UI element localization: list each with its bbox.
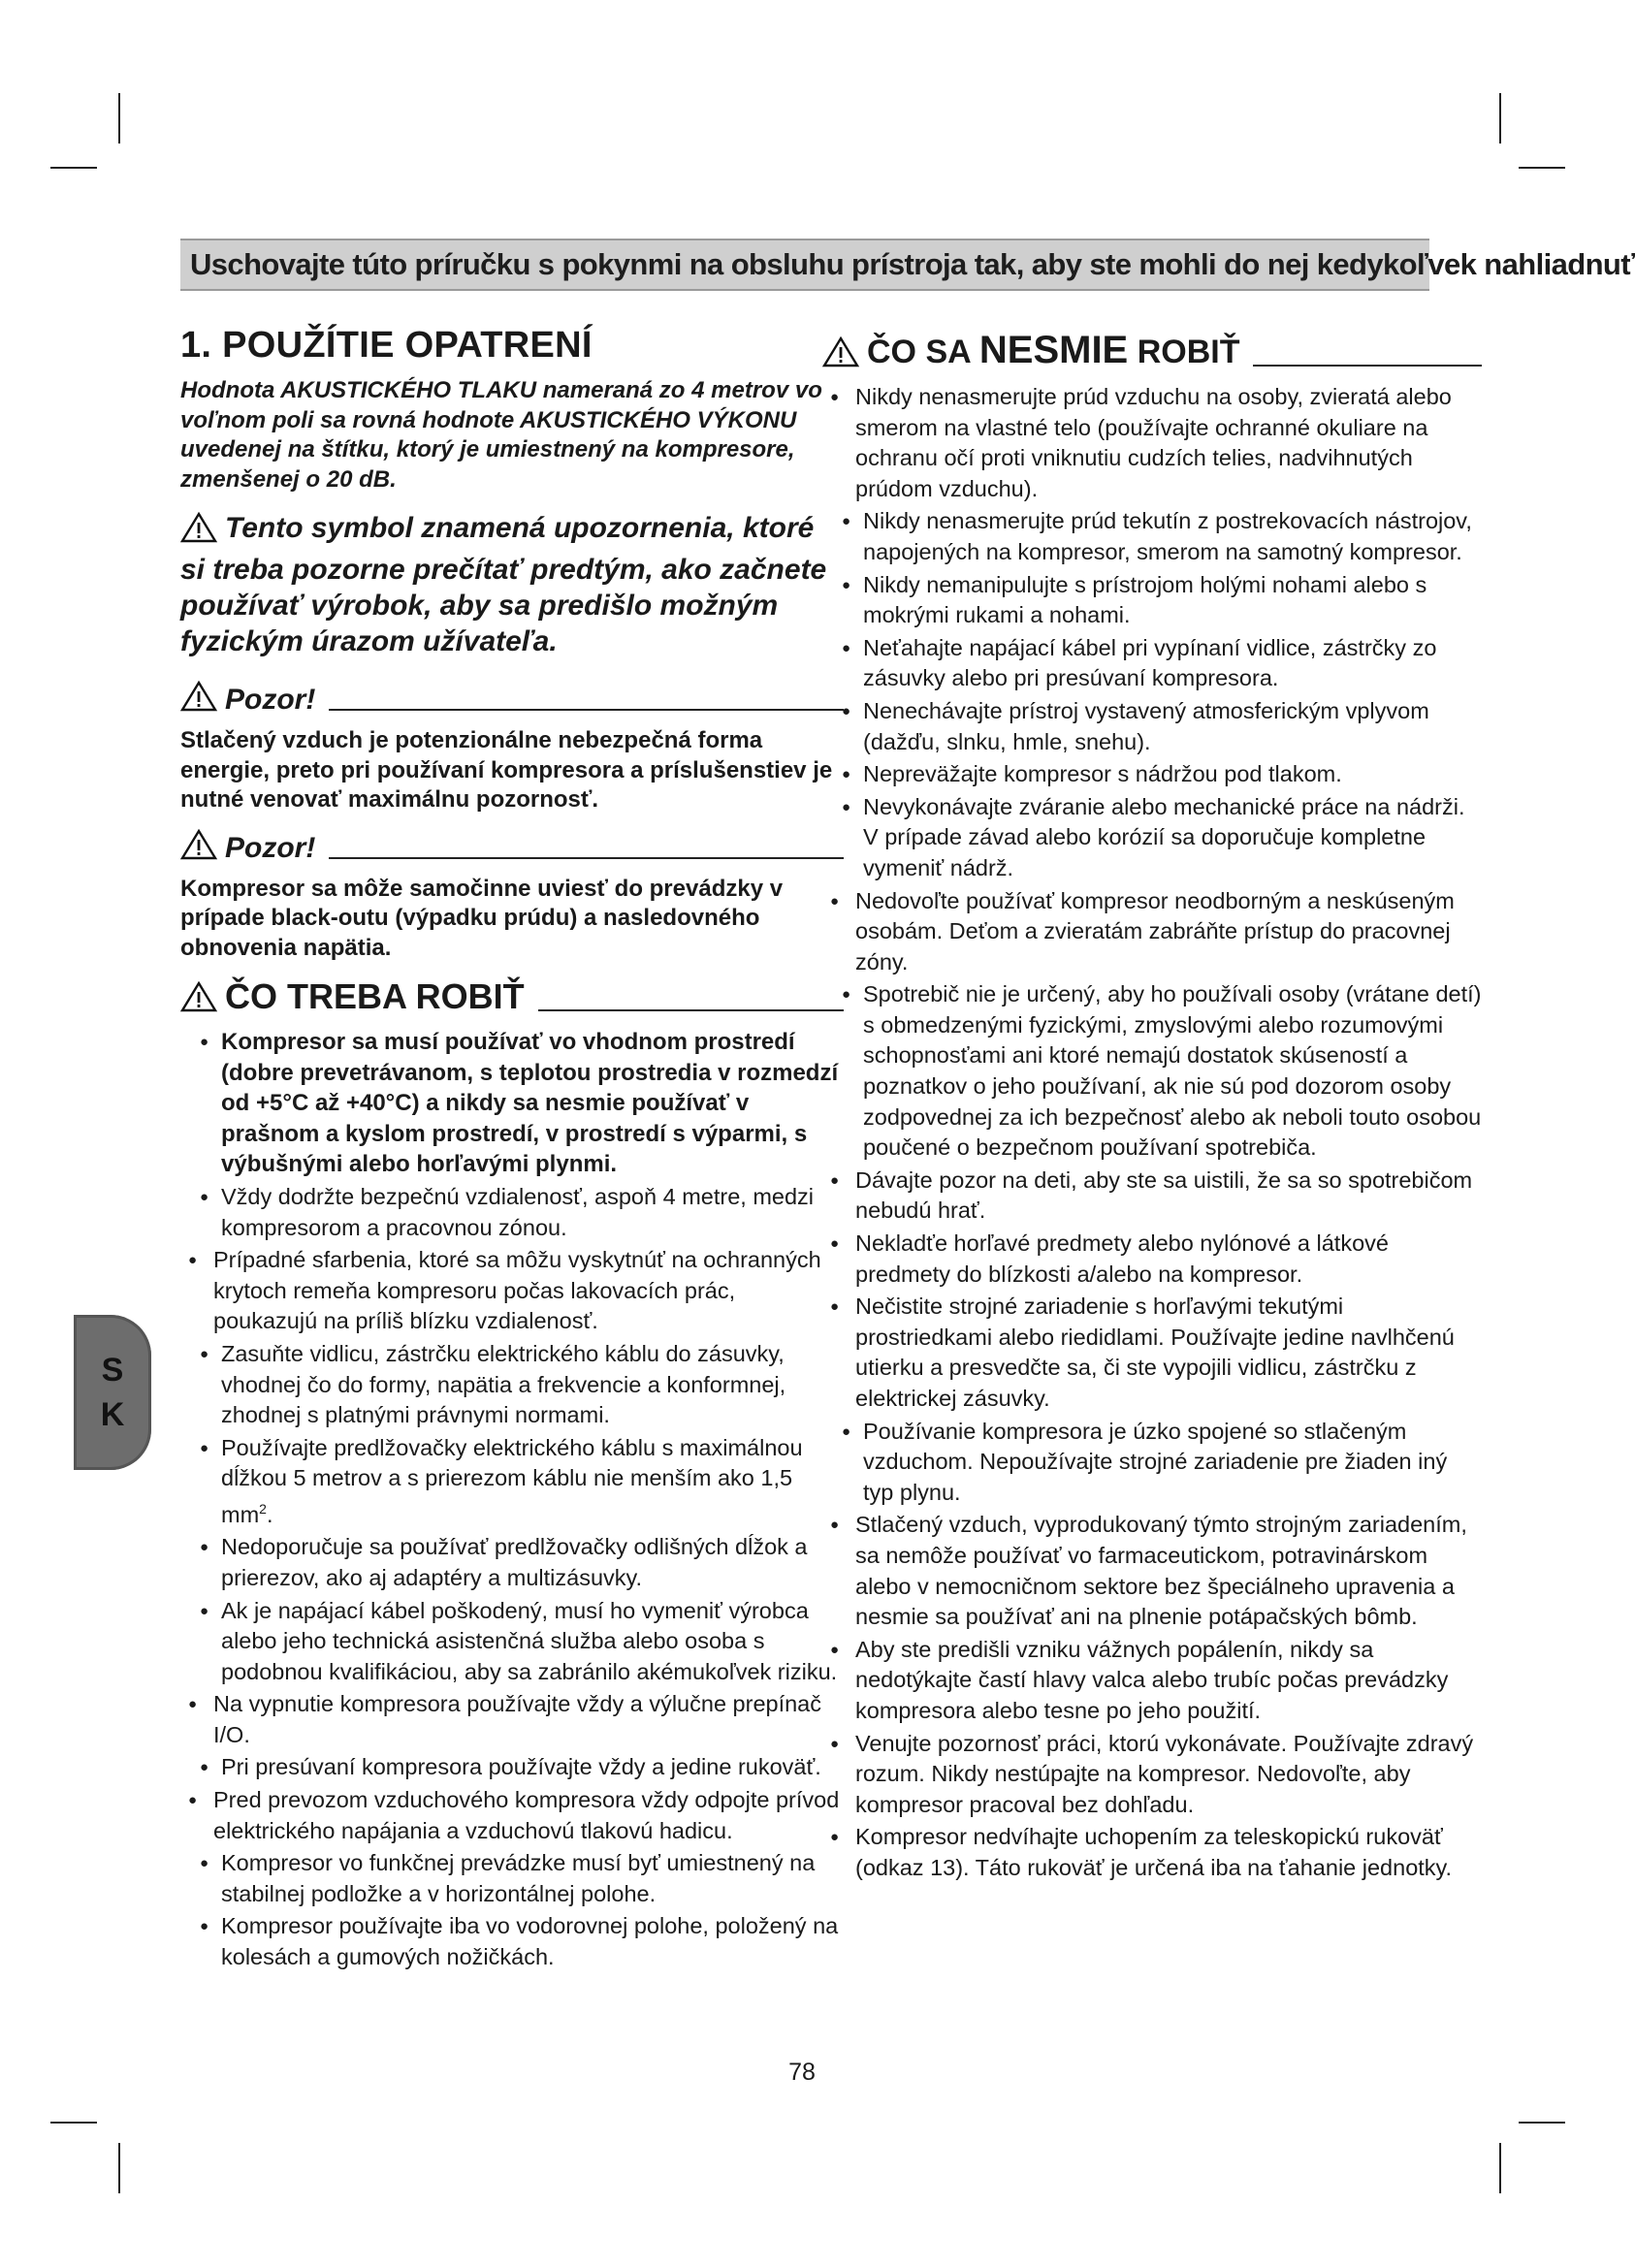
crop-mark [1519, 2122, 1565, 2124]
header-rule [329, 709, 844, 711]
list-item: ● Venujte pozornosť práci, ktorú vykonávate. Používajte zdravý rozum. Nikdy nestúpajte na kompresor. Nedovoľte, aby kompresor pracoval bez dohľadu. [822, 1729, 1482, 1821]
list-item: ● Aby ste predišli vzniku vážnych popálenín, nikdy sa nedotýkajte častí hlavy valca alebo trubíc počas prevádzky kompresora alebo tesne po jeho použití. [822, 1635, 1482, 1727]
list-item: ● Nečistite strojné zariadenie s horľavými tekutými prostriedkami alebo riedidlami. Používajte jedine navlhčenú utierku a presvedčte sa, či ste vypojili vidlicu, zástrčku z elektrickej zásuvky. [822, 1292, 1482, 1414]
dont-title [867, 329, 1239, 372]
warning-triangle-icon [822, 336, 859, 372]
symbol-note [180, 510, 844, 659]
list-item: ● Nikdy nemanipulujte s prístrojom holými nohami alebo s mokrými rukami a nohami. [822, 570, 1482, 631]
list-item: ● Zasuňte vidlicu, zástrčku elektrického káblu do zásuvky, vhodnej čo do formy, napätia a frekvencie a konformnej, zhodnej s platnými právnymi normami. [180, 1339, 844, 1431]
warning-triangle-icon [180, 512, 217, 552]
list-item: ● Nedoporučuje sa používať predlžovačky odlišných dĺžok a prierezov, ako aj adaptéry a multizásuvky. [180, 1532, 844, 1593]
list-item: ● Stlačený vzduch, vyprodukovaný týmto strojným zariadením, sa nemôže používať vo farmaceutickom, potravinárskom alebo v nemocničnom sektore bez špeciálneho upravenia a nesmie sa používať ani na plnenie potápačských bômb. [822, 1510, 1482, 1632]
caution-header-2 [180, 829, 844, 865]
language-tab-letter: K [100, 1396, 125, 1433]
page-number: 78 [788, 2059, 816, 2086]
caution-header-1 [180, 681, 844, 717]
crop-mark [118, 93, 120, 144]
section-title: 1. POUŽÍTIE OPATRENÍ [180, 325, 593, 366]
header-rule [1253, 365, 1482, 367]
crop-mark [1499, 93, 1501, 144]
dont-title-b: NESMIE [978, 329, 1129, 371]
list-item: ● Nenechávajte prístroj vystavený atmosferickým vplyvom (dažďu, slnku, hmle, snehu). [822, 696, 1482, 757]
list-item: ● Vždy dodržte bezpečnú vzdialenosť, aspoň 4 metre, medzi kompresorom a pracovnou zónou. [180, 1182, 844, 1243]
dont-header [822, 329, 1482, 372]
caution-label: Pozor! [225, 684, 316, 716]
crop-mark [118, 2143, 120, 2193]
crop-mark [1499, 2143, 1501, 2193]
list-item: ● Nedovoľte používať kompresor neodborným a neskúseným osobám. Deťom a zvieratám zabráňte prístup do pracovnej zóny. [822, 886, 1482, 978]
do-header [180, 976, 844, 1017]
header-banner: Uschovajte túto príručku s pokynmi na obsluhu prístroja tak, aby ste mohli do nej kedykoľvek nahliadnuť [180, 239, 1429, 291]
list-item: ● Nikdy nenasmerujte prúd tekutín z postrekovacích nástrojov, napojených na kompresor, smerom na samotný kompresor. [822, 506, 1482, 567]
intro-paragraph: Hodnota AKUSTICKÉHO TLAKU nameraná zo 4 metrov vo voľnom poli sa rovná hodnote AKUSTICKÉHO VÝKONU uvedenej na štítku, ktorý je umiestnený na kompresore, zmenšenej o 20 dB. [180, 377, 822, 493]
caution-text-1: Stlačený vzduch je potenzionálne nebezpečná forma energie, preto pri používaní kompresora a príslušenstiev je nutné venovať maximálnu pozornosť. [180, 727, 833, 813]
header-rule [538, 1009, 844, 1011]
list-item-text: Používajte predlžovačky elektrického káblu s maximálnou dĺžkou 5 metrov a s prierezom káblu nie menším ako 1,5 mm [221, 1434, 803, 1527]
list-item: ● Nepreväžajte kompresor s nádržou pod tlakom. [822, 759, 1482, 790]
symbol-note-text: Tento symbol znamená upozornenia, ktoré si treba pozorne prečítať predtým, ako začnete používať výrobok, aby sa predišlo možným fyzickým úrazom užívateľa. [180, 512, 827, 657]
list-item: ● Neťahajte napájací kábel pri vypínaní vidlice, zástrčky zo zásuvky alebo pri presúvaní kompresora. [822, 633, 1482, 694]
language-tab [74, 1315, 151, 1470]
list-item: ● Pri presúvaní kompresora používajte vždy a jedine rukoväť. [180, 1752, 844, 1783]
caution-label: Pozor! [225, 831, 316, 864]
list-item [180, 1433, 844, 1531]
warning-triangle-icon [180, 981, 217, 1017]
dont-list [822, 382, 1482, 1884]
list-item: ● Nekladťe horľavé predmety alebo nylónové a látkové predmety do blízkosti a/alebo na kompresor. [822, 1229, 1482, 1290]
list-item: ● Na vypnutie kompresora používajte vždy a výlučne prepínač I/O. [180, 1689, 844, 1750]
do-list [180, 1027, 844, 1973]
list-item: ● Prípadné sfarbenia, ktoré sa môžu vyskytnúť na ochranných krytoch remeňa kompresoru počas lakovacích prác, poukazujú na príliš blízku vzdialenosť. [180, 1245, 844, 1337]
list-item: ● Ak je napájací kábel poškodený, musí ho vymeniť výrobca alebo jeho technická asistenčná služba alebo osoba s podobnou kvalifikáciou, aby sa zabránilo akémukoľvek riziku. [180, 1596, 844, 1688]
right-column [822, 315, 1482, 1886]
crop-mark [1519, 167, 1565, 169]
language-tab-letter: S [101, 1352, 124, 1389]
caution-text-2: Kompresor sa môže samočinne uviesť do prevádzky v prípade black-outu (výpadku prúdu) a nasledovného obnovenia napätia. [180, 875, 784, 961]
list-item: ● Kompresor používajte iba vo vodorovnej polohe, položený na kolesách a gumových nožičkách. [180, 1911, 844, 1972]
crop-mark [50, 167, 97, 169]
left-column [180, 315, 844, 1975]
dont-title-a: ČO SA [867, 334, 971, 370]
dont-title-c: ROBIŤ [1137, 334, 1240, 370]
warning-triangle-icon [180, 829, 217, 865]
warning-triangle-icon [180, 681, 217, 717]
crop-mark [50, 2122, 97, 2124]
list-item: ● Kompresor sa musí používať vo vhodnom prostredí (dobre prevetrávanom, s teplotou prostredia v rozmedzí od +5°C až +40°C) a nikdy sa nesmie používať v prašnom a kyslom prostredí, v prostredí s výparmi, s výbušnými alebo horľavými plynmi. [180, 1027, 844, 1180]
list-item: ● Kompresor nedvíhajte uchopením za teleskopickú rukoväť (odkaz 13). Táto rukoväť je určená iba na ťahanie jednotky. [822, 1822, 1482, 1883]
list-item: ● Nikdy nenasmerujte prúd vzduchu na osoby, zvieratá alebo smerom na vlastné telo (používajte ochranné okuliare na ochranu očí proti vniknutiu cudzích telies, nadvihnutých prúdom vzduchu). [822, 382, 1482, 504]
do-title: ČO TREBA ROBIŤ [225, 976, 525, 1016]
superscript: 2 [259, 1500, 267, 1517]
list-item: ● Kompresor vo funkčnej prevádzke musí byť umiestnený na stabilnej podložke a v horizontálnej polohe. [180, 1848, 844, 1909]
superscript-tail: . [266, 1501, 273, 1527]
list-item: ● Spotrebič nie je určený, aby ho používali osoby (vrátane detí) s obmedzenými fyzickými, zmyslovými alebo rozumovými schopnosťami ani ktoré nemajú dostatok skúseností a poznatkov o jeho používaní, ak nie sú pod dozorom osoby zodpovednej za ich bezpečnosť alebo ak neboli touto osobou poučené o bezpečnom používaní spotrebiča. [822, 979, 1482, 1164]
list-item: ● Používanie kompresora je úzko spojené so stlačeným vzduchom. Nepoužívajte strojné zariadenie pre žiaden iný typ plynu. [822, 1417, 1482, 1509]
list-item: ● Pred prevozom vzduchového kompresora vždy odpojte prívod elektrického napájania a vzduchovú tlakovú hadicu. [180, 1785, 844, 1846]
list-item: ● Dávajte pozor na deti, aby ste sa uistili, že sa so spotrebičom nebudú hrať. [822, 1166, 1482, 1227]
list-item: ● Nevykonávajte zváranie alebo mechanické práce na nádrži. V prípade závad alebo korózií sa doporučuje kompletne vymeniť nádrž. [822, 792, 1482, 884]
header-rule [329, 857, 844, 859]
